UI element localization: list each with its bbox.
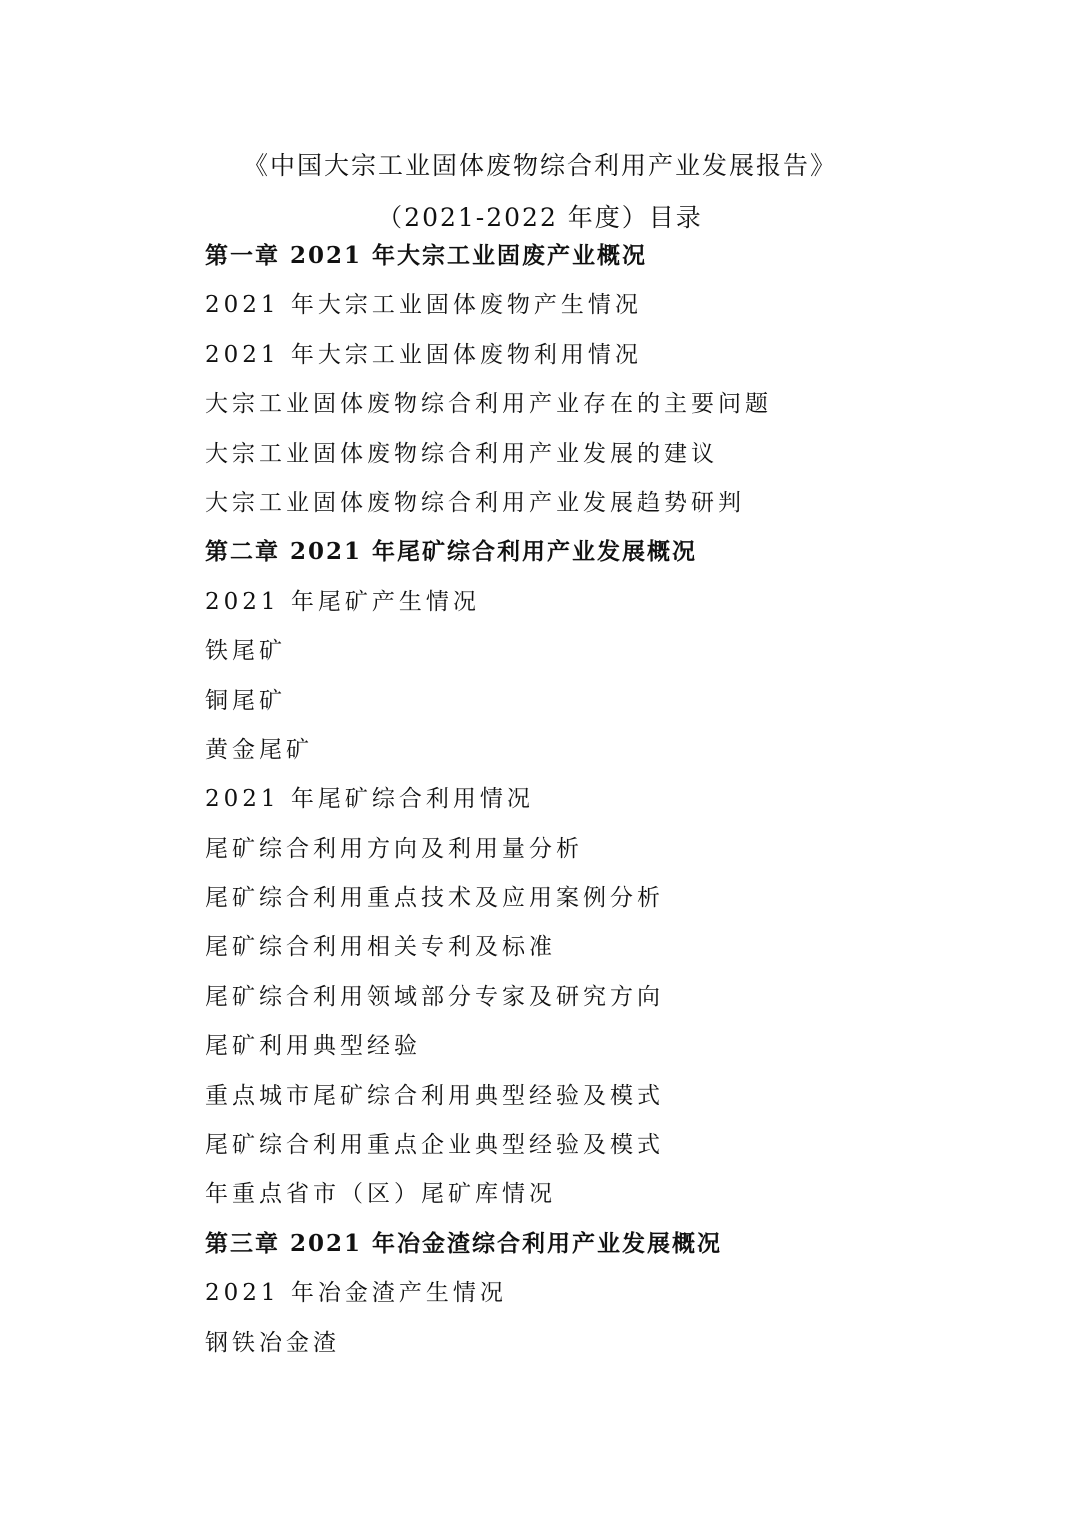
- toc-chapter-3: 第三章 2021 年冶金渣综合利用产业发展概况: [205, 1229, 723, 1257]
- toc-item: 年重点省市（区）尾矿库情况: [205, 1181, 556, 1208]
- toc-item: 尾矿综合利用相关专利及标准: [205, 934, 556, 961]
- toc-item: 大宗工业固体废物综合利用产业存在的主要问题: [205, 391, 772, 418]
- toc-item: 尾矿综合利用重点技术及应用案例分析: [205, 885, 664, 912]
- toc-item: 铁尾矿: [205, 638, 286, 665]
- toc-item: 黄金尾矿: [205, 736, 313, 763]
- toc-item: 大宗工业固体废物综合利用产业发展的建议: [205, 440, 718, 467]
- document-title: 《中国大宗工业固体废物综合利用产业发展报告》: [242, 151, 837, 180]
- toc-item: 2021 年大宗工业固体废物产生情况: [205, 292, 642, 319]
- toc-item: 2021 年尾矿产生情况: [205, 588, 480, 615]
- toc-item: 钢铁冶金渣: [205, 1329, 340, 1356]
- toc-item: 2021 年大宗工业固体废物利用情况: [205, 341, 642, 368]
- toc-item: 尾矿综合利用领域部分专家及研究方向: [205, 983, 664, 1010]
- toc-item: 铜尾矿: [205, 687, 286, 714]
- toc-item: 2021 年尾矿综合利用情况: [205, 786, 534, 813]
- toc-item: 大宗工业固体废物综合利用产业发展趋势研判: [205, 489, 745, 516]
- document-subtitle: （2021-2022 年度）目录: [377, 203, 703, 232]
- toc-item: 重点城市尾矿综合利用典型经验及模式: [205, 1082, 664, 1109]
- toc-item: 尾矿利用典型经验: [205, 1033, 421, 1060]
- toc-item: 尾矿综合利用重点企业典型经验及模式: [205, 1132, 664, 1159]
- toc-chapter-2: 第二章 2021 年尾矿综合利用产业发展概况: [205, 538, 698, 566]
- toc-item: 2021 年冶金渣产生情况: [205, 1280, 507, 1307]
- table-of-contents: [205, 236, 1025, 1372]
- toc-item: 尾矿综合利用方向及利用量分析: [205, 835, 583, 862]
- toc-chapter-1: 第一章 2021 年大宗工业固废产业概况: [205, 242, 648, 269]
